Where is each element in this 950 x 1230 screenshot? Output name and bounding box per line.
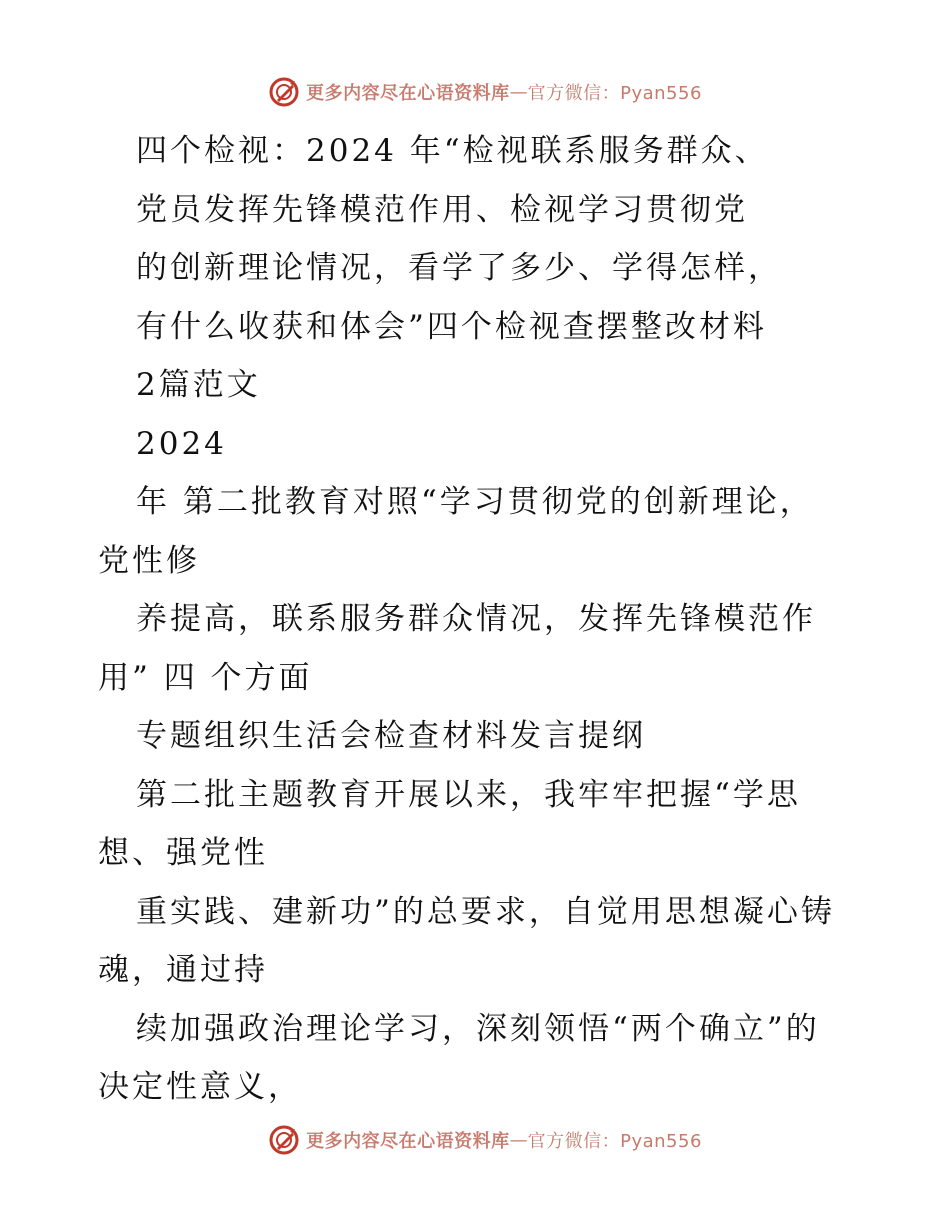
watermark-dash: — [509, 81, 528, 103]
footer-watermark [0, 1120, 950, 1160]
doc-line: 党性修 [98, 542, 200, 579]
watermark-main-text: 更多内容尽在心语资料库 [306, 1131, 510, 1152]
document-body [98, 122, 878, 1117]
doc-line: 想、强党性 [98, 835, 268, 871]
watermark-wechat-text: 官方微信：Pyan556 [527, 83, 702, 104]
doc-line: 党员发挥先锋模范作用、检视学习贯彻党 [136, 191, 748, 228]
watermark-wechat-text: 官方微信：Pyan556 [527, 1131, 702, 1152]
doc-line: 用” 四 个方面 [98, 659, 313, 696]
watermark-content [268, 1124, 702, 1156]
doc-line: 有什么收获和体会”四个检视查摆整改材料 [136, 308, 767, 345]
doc-line: 四个检视：2024 年“检视联系服务群众、 [136, 133, 769, 169]
doc-line: 重实践、建新功”的总要求，自觉用思想凝心铸 [136, 893, 835, 930]
doc-line: 的创新理论情况，看学了多少、学得怎样， [136, 250, 782, 286]
brand-logo-icon [268, 76, 300, 108]
doc-line: 续加强政治理论学习，深刻领悟“两个确立”的 [136, 1010, 820, 1047]
doc-line: 专题组织生活会检查材料发言提纲 [136, 718, 646, 754]
watermark-dash: — [509, 1129, 528, 1151]
doc-line: 决定性意义， [98, 1069, 302, 1105]
doc-line: 2024 [136, 425, 227, 462]
brand-logo-icon [268, 1124, 300, 1156]
doc-line: 2篇范文 [136, 367, 261, 403]
doc-line: 年 第二批教育对照“学习贯彻党的创新理论， [136, 484, 814, 520]
doc-line: 第二批主题教育开展以来，我牢牢把握“学思 [136, 776, 801, 813]
header-watermark [0, 72, 950, 112]
doc-line: 养提高，联系服务群众情况，发挥先锋模范作 [136, 601, 816, 637]
watermark-main-text: 更多内容尽在心语资料库 [306, 83, 510, 104]
watermark-content [268, 76, 702, 108]
doc-line: 魂，通过持 [98, 952, 268, 988]
